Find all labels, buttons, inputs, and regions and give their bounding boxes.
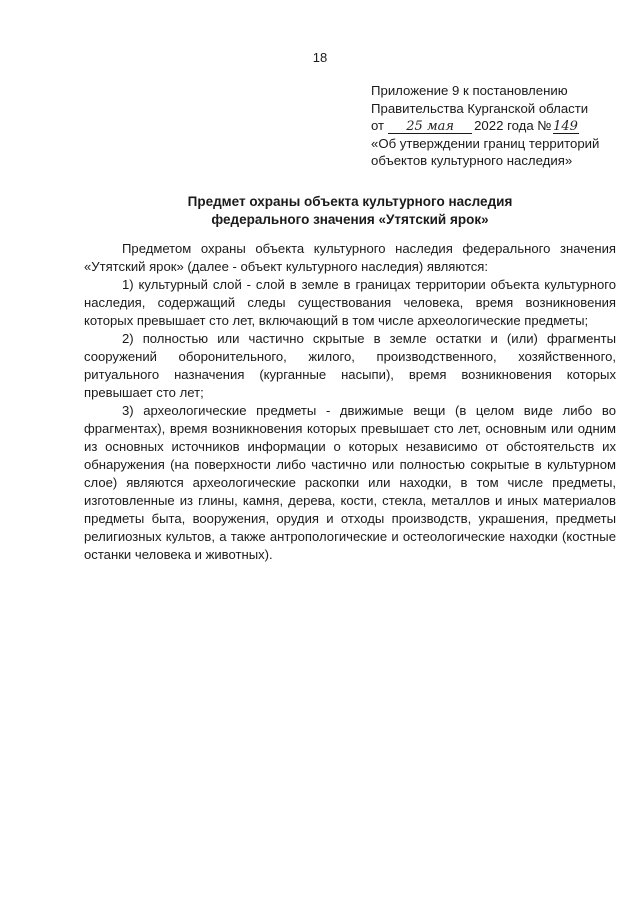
heading-line-2: федерального значения «Утятский ярок» <box>211 212 489 227</box>
intro-paragraph: Предметом охраны объекта культурного наследия федерального значения «Утятский ярок» (далее - объект культурного наследия) являются: <box>84 241 616 274</box>
item-1-paragraph: 1) культурный слой - слой в земле в границах территории объекта культурного наследия, содержащий следы существования человека, время возникновения которых превышает сто лет, включающий в том числе археологические предметы; <box>84 277 616 328</box>
appendix-date-line <box>371 117 621 135</box>
page-number: 18 <box>312 50 328 65</box>
heading-line-1: Предмет охраны объекта культурного наследия <box>187 194 513 209</box>
item-2-paragraph: 2) полностью или частично скрытые в земле остатки и (или) фрагменты сооружений оборонительного, жилого, производственного, хозяйственного, ритуального назначения (курганные насыпи), время возникновения которых превышает сто лет; <box>84 331 616 400</box>
appendix-block <box>371 82 621 170</box>
document-heading <box>80 193 620 229</box>
appendix-line-5: объектов культурного наследия» <box>371 153 573 168</box>
year-text: 2022 года <box>474 118 534 133</box>
document-body <box>84 240 616 564</box>
date-prefix: от <box>371 118 385 133</box>
handwritten-date: 25 мая <box>388 120 472 134</box>
item-3-paragraph: 3) археологические предметы - движимые вещи (в целом виде либо во фрагментах), время возникновения которых превышает сто лет, основным или одним из основных источников информации о которых независимо от обстоятельств их обнаружения (на поверхности либо частично или полностью сокрытые в культурном слое) являются археологические раскопки или находки, в том числе предметы, изготовленные из глины, камня, дерева, кости, стекла, металлов и иных материалов предметы быта, вооружения, орудия и отходы производств, украшения, предметы религиозных культов, а также антропологические и остеологические находки (костные останки человека и животных). <box>84 403 616 562</box>
appendix-line-1: Приложение 9 к постановлению <box>371 83 568 98</box>
handwritten-number: 149 <box>553 119 578 134</box>
appendix-line-2: Правительства Курганской области <box>371 100 589 116</box>
number-sign: № <box>537 118 552 133</box>
appendix-line-4: «Об утверждении границ территорий <box>371 135 600 151</box>
